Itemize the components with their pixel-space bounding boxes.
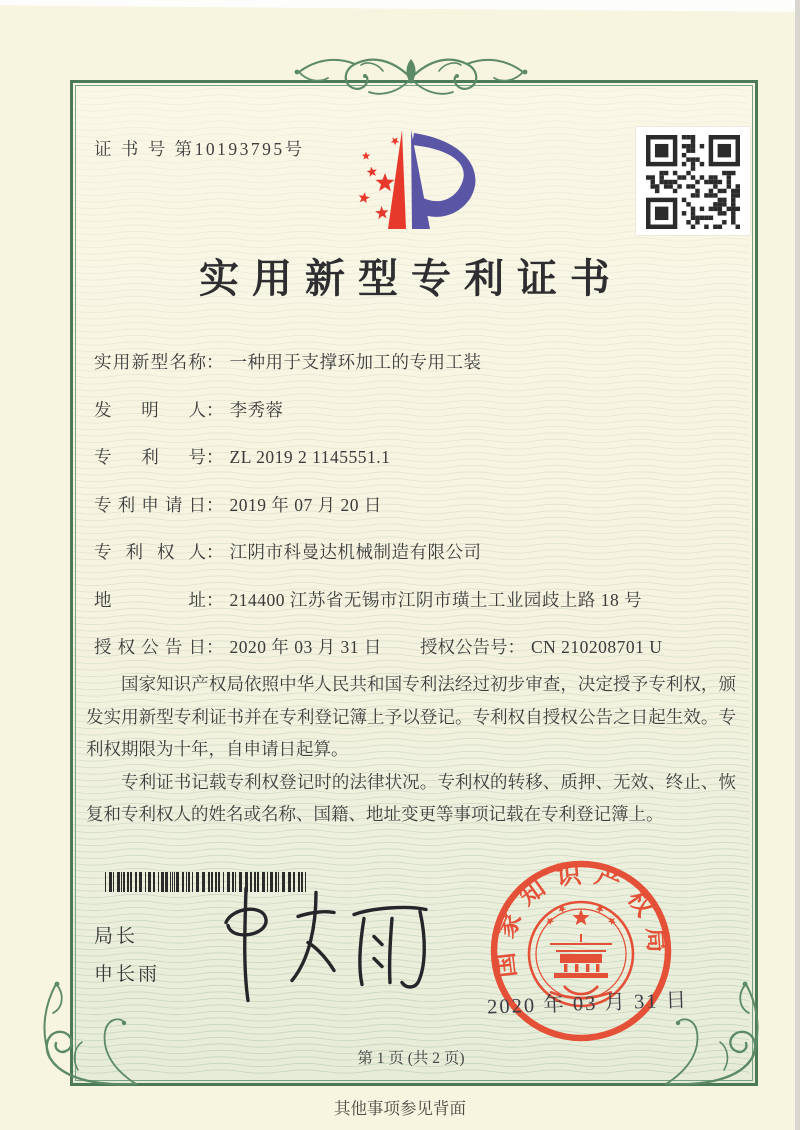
field-label: 专利权人 (94, 542, 206, 562)
field-row-filing-date: 专利申请日： 2019 年 07 月 20 日 (94, 492, 744, 540)
field-row-patentee: 专利权人： 江阴市科曼达机械制造有限公司 (94, 539, 744, 587)
certificate-number: 证 书 号 第10193795号 (94, 139, 305, 159)
issue-date: 2020 年 03 月 31 日 (486, 989, 689, 1019)
field-label: 授权公告日 (94, 637, 206, 657)
scan-artifact-right-edge (795, 0, 800, 1130)
cnipa-logo-icon (338, 126, 484, 236)
field-row-patent-no: 专利号： ZL 2019 2 1145551.1 (94, 444, 744, 492)
floral-ornament-top-icon (281, 47, 541, 109)
scan-artifact-top (0, 0, 800, 12)
certificate-title: 实用新型专利证书 (199, 256, 623, 301)
field-grant-number: 授权公告号： CN 210208701 U (420, 637, 663, 657)
qr-code (636, 127, 750, 235)
field-label: 发明人 (94, 399, 206, 420)
director-name: 申长雨 (94, 964, 161, 985)
fields-section (94, 349, 744, 682)
field-value: 李秀蓉 (229, 399, 284, 420)
director-block (94, 918, 160, 994)
field-value: 2020 年 03 月 31 日 (229, 637, 382, 657)
field-label: 专利号 (94, 447, 206, 467)
field-row-grant: 授权公告日： 2020 年 03 月 31 日 授权公告号： CN 210208701 U (94, 634, 744, 682)
field-value: 214400 江苏省无锡市江阴市璜土工业园歧上路 18 号 (229, 589, 643, 610)
back-side-note: 其他事项参见背面 (334, 1099, 466, 1118)
field-row-address: 地址： 214400 江苏省无锡市江阴市璜土工业园歧上路 18 号 (94, 587, 744, 635)
field-row-inventor: 发明人： 李秀蓉 (94, 397, 744, 445)
body-paragraph-1: 国家知识产权局依照中华人民共和国专利法经过初步审查，决定授予专利权，颁发实用新型专利证书并在专利登记簿上予以登记。专利权自授权公告之日起生效。专利权期限为十年，自申请日起算。 (86, 674, 736, 759)
field-value: 一种用于支撑环加工的专用工装 (229, 352, 482, 372)
field-value: ZL 2019 2 1145551.1 (229, 447, 391, 467)
legal-text (86, 668, 736, 831)
body-paragraph-2: 专利证书记载专利权登记时的法律状况。专利权的转移、质押、无效、终止、恢复和专利权人的姓名或名称、国籍、地址变更等事项记载在专利登记簿上。 (86, 771, 736, 824)
director-title: 局长 (94, 926, 139, 947)
field-value: 2019 年 07 月 20 日 (229, 494, 382, 515)
field-value: 江阴市科曼达机械制造有限公司 (229, 542, 482, 562)
field-value: CN 210208701 U (531, 637, 663, 657)
seal-text: 国家知识产权局 (490, 860, 672, 980)
director-signature (210, 880, 448, 1010)
field-label: 专利申请日 (94, 494, 206, 515)
field-label: 地址 (94, 589, 206, 610)
field-label: 实用新型名称 (94, 352, 206, 372)
field-label: 授权公告号 (420, 637, 508, 657)
field-row-name: 实用新型名称： 一种用于支撑环加工的专用工装 (94, 349, 744, 397)
page-number: 第 1 页 (共 2 页) (357, 1050, 465, 1067)
